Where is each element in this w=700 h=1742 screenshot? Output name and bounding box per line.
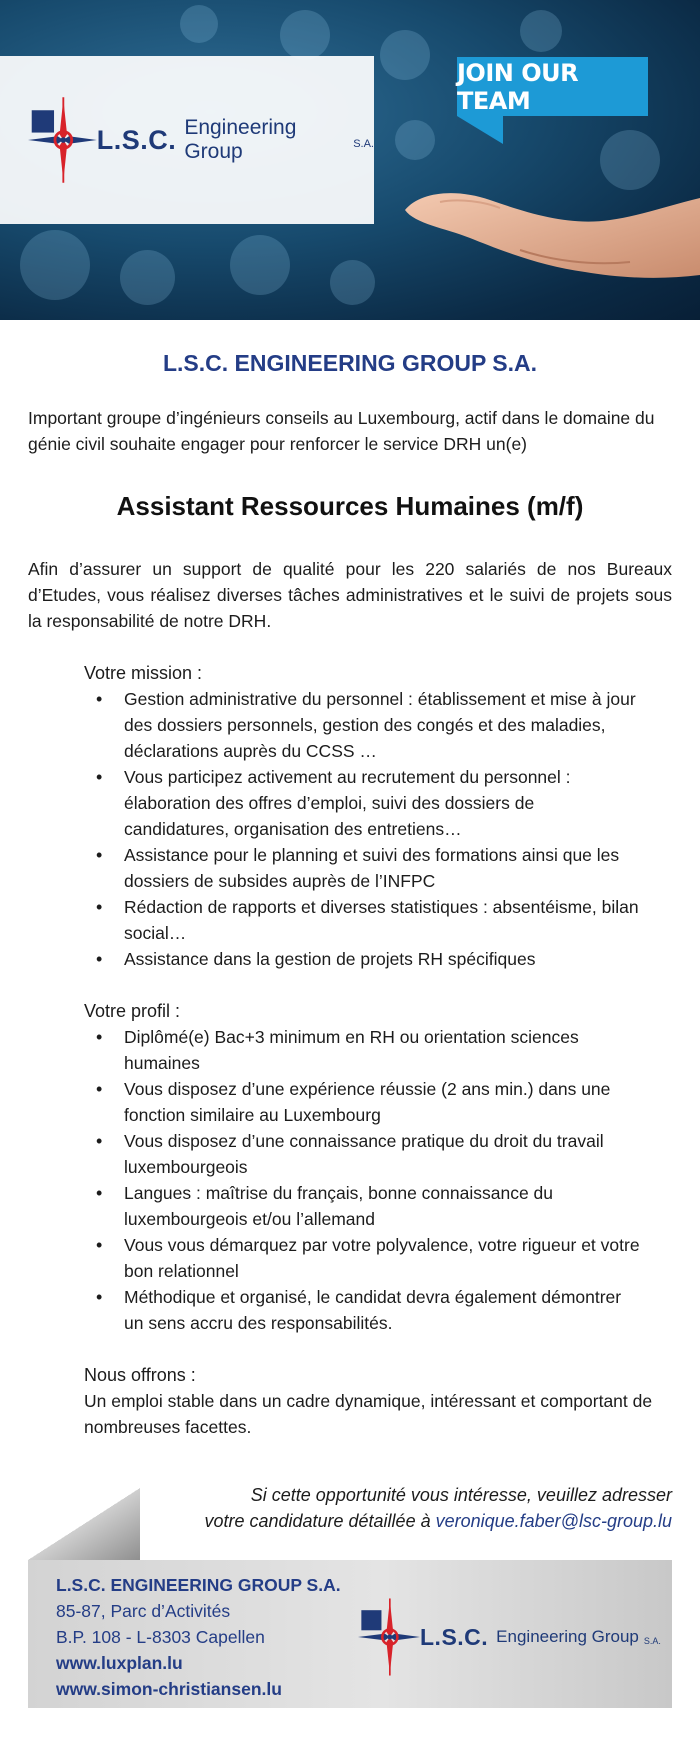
bullet-icon: • — [96, 767, 103, 787]
bokeh-light — [520, 10, 562, 52]
list-item-text: Vous participez activement au recrutement du personnel : élaboration des offres d’emploi, suivi des dossiers de candidatures, organisation des entretiens… — [124, 767, 571, 839]
footer-web-link-simon-christiansen[interactable]: www.simon-christiansen.lu — [56, 1679, 282, 1699]
list-item-text: Gestion administrative du personnel : établissement et mise à jour des dossiers personnels, gestion des congés et des maladies, déclarations auprès du CCSS … — [124, 689, 636, 761]
list-item — [84, 894, 644, 946]
list-item — [84, 1180, 644, 1232]
footer-web-link-luxplan[interactable]: www.luxplan.lu — [56, 1653, 183, 1673]
logo-sa-text: S.A. — [643, 1636, 661, 1646]
list-item — [84, 842, 644, 894]
bullet-icon: • — [96, 1131, 103, 1151]
list-item — [84, 1024, 644, 1076]
footer-contact — [28, 1560, 672, 1708]
bullet-icon: • — [96, 897, 103, 917]
profile-list — [84, 1024, 674, 1336]
logo-lsc-text: L.S.C. — [96, 124, 177, 155]
job-posting — [28, 350, 672, 1440]
list-item — [84, 946, 644, 972]
list-item — [84, 1232, 644, 1284]
list-item-text: Langues : maîtrise du français, bonne connaissance du luxembourgeois et/ou l’allemand — [124, 1183, 554, 1229]
list-item — [84, 1128, 644, 1180]
list-item-text: Vous disposez d’une connaissance pratique du droit du travail luxembourgeois — [124, 1131, 604, 1177]
compass-logo-icon — [358, 1598, 420, 1676]
apply-line-2 — [204, 1508, 672, 1534]
badge-tail — [457, 116, 503, 144]
bokeh-light — [230, 235, 290, 295]
apply-line-2-prefix: votre candidature détaillée à — [204, 1511, 436, 1531]
bokeh-light — [20, 230, 90, 300]
bullet-icon: • — [96, 689, 103, 709]
logo-engineering-text: Engineering Group — [184, 116, 297, 163]
list-item-text: Méthodique et organisé, le candidat devra également démontrer un sens accru des responsabilités. — [124, 1287, 622, 1333]
bokeh-light — [120, 250, 175, 305]
list-item-text: Rédaction de rapports et diverses statistiques : absentéisme, bilan social… — [124, 897, 639, 943]
footer-info — [56, 1572, 341, 1702]
open-hand-icon — [400, 180, 700, 290]
list-item-text: Vous vous démarquez par votre polyvalence, votre rigueur et votre bon relationnel — [124, 1235, 640, 1281]
company-title: L.S.C. ENGINEERING GROUP S.A. — [162, 350, 538, 376]
list-item — [84, 764, 644, 842]
bokeh-light — [280, 10, 330, 60]
list-item — [84, 1284, 644, 1336]
offer-text: Un emploi stable dans un cadre dynamique, intéressant et comportant de nombreuses facettes. — [84, 1391, 653, 1437]
bullet-icon: • — [96, 949, 103, 969]
logo-card — [0, 56, 374, 224]
logo-sa-text: S.A. — [353, 138, 374, 150]
bokeh-light — [180, 5, 218, 43]
list-item-text: Vous disposez d’une expérience réussie (2 ans min.) dans une fonction similaire au Luxembourg — [124, 1079, 611, 1125]
footer-company-logo — [358, 1598, 661, 1676]
mission-list — [84, 686, 674, 972]
company-logo — [28, 94, 374, 186]
decorative-triangle — [28, 1488, 140, 1560]
bullet-icon: • — [96, 1235, 103, 1255]
logo-engineering-text: Engineering Group — [496, 1627, 639, 1646]
footer-address-2: B.P. 108 - L-8303 Capellen — [56, 1627, 265, 1647]
bullet-icon: • — [96, 1027, 103, 1047]
list-item — [84, 686, 644, 764]
bokeh-light — [380, 30, 430, 80]
list-item-text: Assistance pour le planning et suivi des formations ainsi que les dossiers de subsides auprès de l’INFPC — [124, 845, 620, 891]
bullet-icon: • — [96, 1183, 103, 1203]
apply-email-link[interactable]: veronique.faber@lsc-group.lu — [435, 1511, 672, 1531]
bokeh-light — [330, 260, 375, 305]
bokeh-light — [395, 120, 435, 160]
list-item-text: Diplômé(e) Bac+3 minimum en RH ou orientation sciences humaines — [124, 1027, 579, 1073]
footer-company: L.S.C. ENGINEERING GROUP S.A. — [56, 1575, 341, 1595]
bullet-icon: • — [96, 845, 103, 865]
bullet-icon: • — [96, 1287, 103, 1307]
apply-instructions — [204, 1482, 672, 1534]
offer-heading: Nous offrons : — [84, 1365, 196, 1385]
apply-line-1: Si cette opportunité vous intéresse, veuillez adresser — [250, 1485, 672, 1505]
compass-logo-icon — [28, 94, 97, 186]
footer-address-1: 85-87, Parc d’Activités — [56, 1601, 231, 1621]
logo-lsc-text: L.S.C. — [420, 1623, 489, 1650]
list-item — [84, 1076, 644, 1128]
list-item-text: Assistance dans la gestion de projets RH spécifiques — [124, 949, 536, 969]
profile-heading: Votre profil : — [84, 1001, 181, 1021]
intro-paragraph: Important groupe d’ingénieurs conseils au Luxembourg, actif dans le domaine du génie civil souhaite engager pour renforcer le service DRH un(e) — [28, 408, 655, 454]
join-our-team-badge: JOIN OUR TEAM — [457, 57, 648, 116]
mission-section — [84, 660, 674, 1440]
mission-heading: Votre mission : — [84, 663, 203, 683]
job-title: Assistant Ressources Humaines (m/f) — [116, 491, 584, 521]
hero-banner — [0, 0, 700, 320]
bullet-icon: • — [96, 1079, 103, 1099]
description-paragraph: Afin d’assurer un support de qualité pour les 220 salariés de nos Bureaux d’Etudes, vous réalisez diverses tâches administratives et le suivi de projets sous la responsabilité de notre DRH. — [28, 559, 672, 631]
